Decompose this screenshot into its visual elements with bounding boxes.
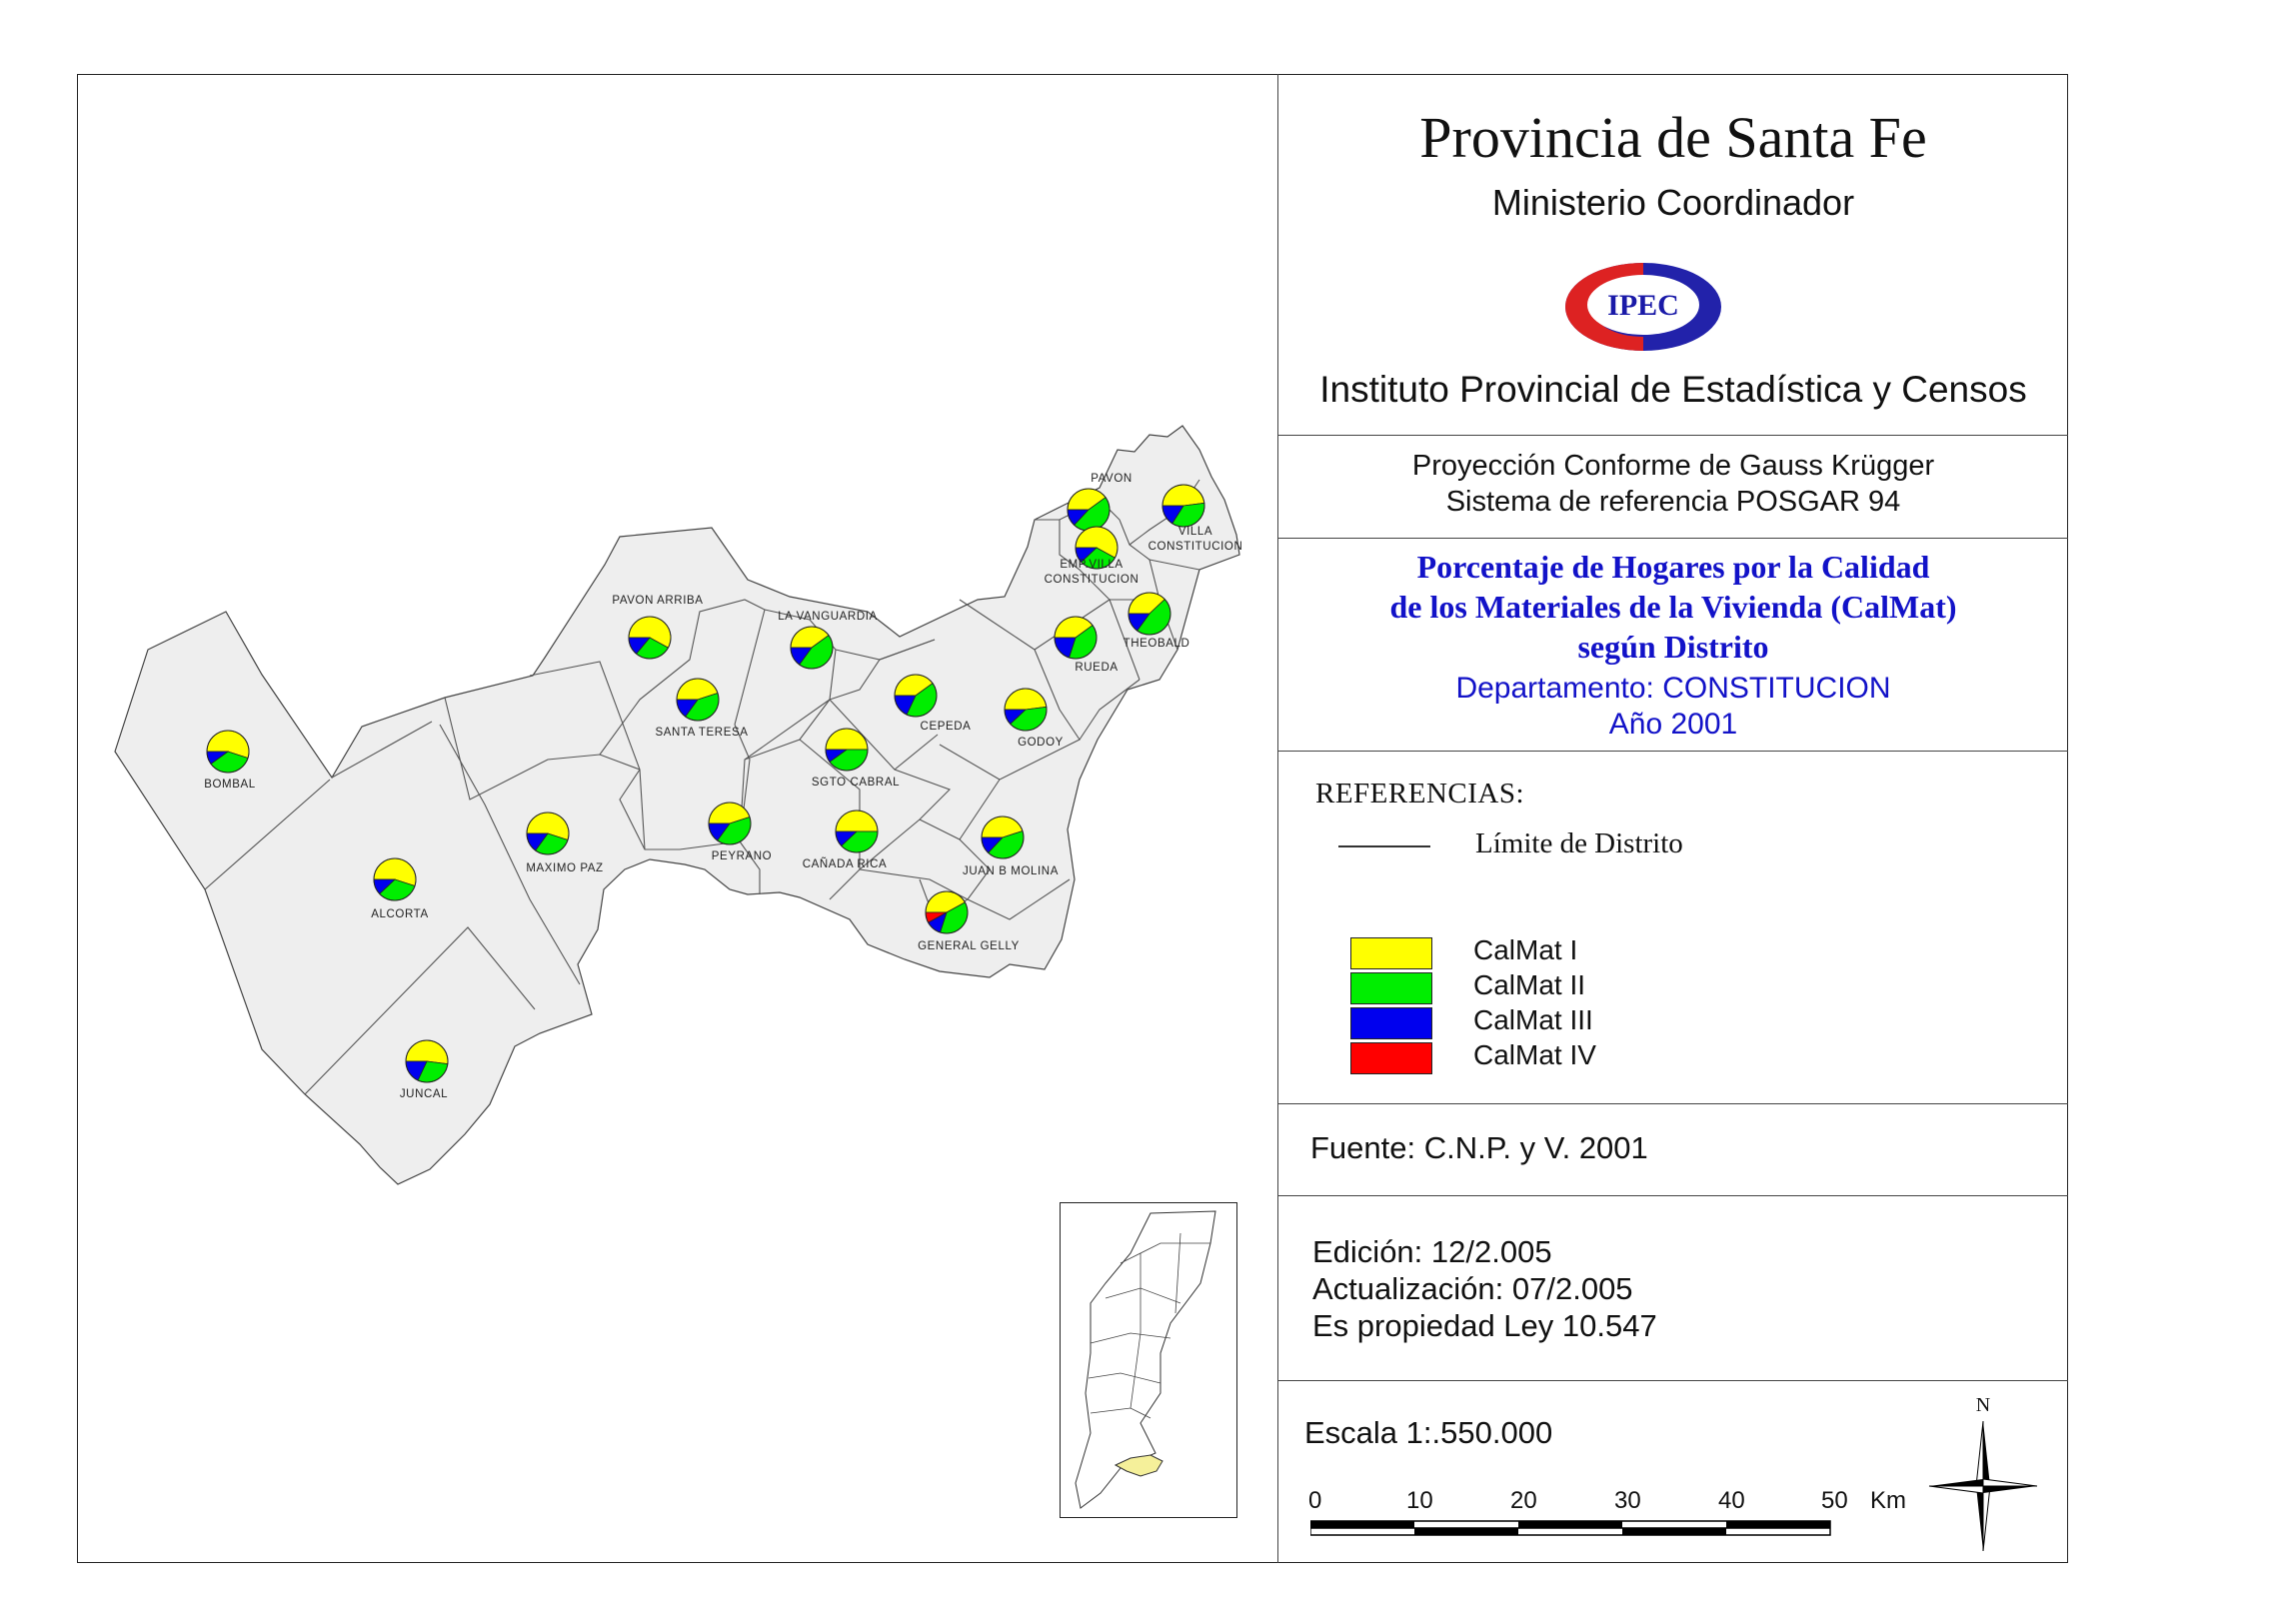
pie-theobald	[1129, 593, 1170, 635]
scale-tick-30: 30	[1614, 1487, 1641, 1514]
ipec-logo	[1563, 259, 1723, 355]
district-label: EMP.VILLA	[1060, 559, 1124, 571]
scale-bar	[1310, 1519, 1838, 1539]
pie-bombal	[207, 731, 249, 773]
district-label: PAVON ARRIBA	[612, 595, 704, 607]
logo-text: IPEC	[1607, 289, 1679, 322]
legend-label-calmat-3: CalMat III	[1473, 1004, 1593, 1035]
source-block	[1277, 1104, 2068, 1196]
projection-line2: Sistema de referencia POSGAR 94	[1445, 486, 1901, 518]
district-label: CEPEDA	[920, 721, 972, 733]
pie-sgto-cabral	[826, 729, 868, 771]
map-title-block	[1277, 539, 2068, 752]
district-label: GENERAL GELLY	[918, 940, 1020, 952]
edition-date: Edición: 12/2.005	[1312, 1234, 1552, 1269]
north-label: N	[1975, 1394, 1991, 1416]
district-label: LA VANGUARDIA	[778, 611, 878, 623]
info-panel	[1277, 74, 2068, 1563]
pie-cepeda	[895, 675, 937, 717]
projection-line1: Proyección Conforme de Gauss Krügger	[1411, 450, 1935, 482]
projection-block	[1277, 436, 2068, 539]
district-label: VILLA	[1177, 526, 1213, 538]
update-date: Actualización: 07/2.005	[1312, 1271, 1633, 1306]
legend-label-calmat-1: CalMat I	[1473, 934, 1578, 965]
property-law: Es propiedad Ley 10.547	[1312, 1308, 1657, 1343]
boundary-line-symbol	[1338, 845, 1430, 847]
year-label: Año 2001	[1608, 708, 1738, 741]
pie-peyrano	[709, 803, 751, 844]
swatch-calmat-4	[1350, 1042, 1432, 1074]
district-label: PAVON	[1091, 473, 1133, 485]
pie-pavon	[1068, 489, 1110, 531]
district-label: SGTO CABRAL	[811, 777, 901, 789]
pie-general-gelly	[926, 891, 968, 933]
scale-tick-40: 40	[1718, 1487, 1745, 1514]
province-locator	[1061, 1203, 1236, 1517]
legend-block	[1277, 752, 2068, 1104]
pie-maximo-paz	[527, 812, 569, 854]
pie-juan-b-molina	[982, 816, 1024, 858]
district-label: CONSTITUCION	[1044, 574, 1140, 586]
district-label: GODOY	[1018, 737, 1064, 749]
scale-tick-0: 0	[1308, 1487, 1322, 1514]
district-label: MAXIMO PAZ	[526, 862, 604, 874]
district-label: CONSTITUCION	[1148, 541, 1243, 553]
pie-godoy	[1005, 689, 1047, 731]
ministry-label: Ministerio Coordinador	[1491, 182, 1855, 223]
institute-name: Instituto Provincial de Estadística y Censos	[1319, 369, 2027, 410]
legend-label-calmat-2: CalMat II	[1473, 969, 1586, 1000]
pie-pavon-arriba	[629, 617, 671, 659]
district-label: BOMBAL	[204, 779, 256, 791]
pie-villa-constitucion	[1162, 485, 1204, 527]
scale-label: Escala 1:.550.000	[1304, 1415, 1553, 1450]
department-label: Departamento: CONSTITUCION	[1455, 672, 1891, 705]
district-label: PEYRANO	[711, 850, 773, 862]
north-arrow-icon	[1923, 1391, 2043, 1551]
swatch-calmat-2	[1350, 972, 1432, 1004]
map-title-line1: Porcentaje de Hogares por la Calidad	[1416, 549, 1930, 585]
district-label: JUNCAL	[399, 1088, 449, 1100]
source-label: Fuente: C.N.P. y V. 2001	[1310, 1130, 1648, 1165]
boundary-label: Límite de Distrito	[1475, 827, 1683, 859]
map-title-line2: de los Materiales de la Vivienda (CalMat)	[1389, 589, 1957, 625]
pie-rueda	[1055, 617, 1097, 659]
scale-block	[1277, 1381, 2068, 1563]
district-label: CAÑADA RICA	[802, 858, 888, 870]
pie-santa-teresa	[677, 679, 719, 721]
edition-block	[1277, 1196, 2068, 1381]
district-label: RUEDA	[1075, 662, 1119, 674]
pie-la-vanguardia	[791, 627, 833, 669]
swatch-calmat-1	[1350, 937, 1432, 969]
locator-inset-map	[1060, 1202, 1237, 1518]
district-label: ALCORTA	[371, 908, 429, 920]
header-block	[1277, 74, 2068, 436]
pie-alcorta	[374, 858, 416, 900]
scale-tick-50: 50	[1821, 1487, 1848, 1514]
legend-label-calmat-4: CalMat IV	[1473, 1039, 1596, 1070]
map-title-line3: según Distrito	[1577, 629, 1769, 665]
swatch-calmat-3	[1350, 1007, 1432, 1039]
pie-juncal	[406, 1040, 448, 1082]
department-outline	[115, 426, 1239, 1184]
scale-tick-10: 10	[1406, 1487, 1433, 1514]
district-label: THEOBALD	[1123, 638, 1190, 650]
scale-tick-20: 20	[1510, 1487, 1537, 1514]
district-label: SANTA TERESA	[655, 727, 749, 739]
scale-unit: Km	[1870, 1487, 1906, 1514]
pie-ca-ada-rica	[836, 811, 878, 852]
district-label: JUAN B MOLINA	[963, 865, 1059, 877]
legend-title: REFERENCIAS:	[1315, 778, 1525, 810]
province-title: Provincia de Santa Fe	[1419, 105, 1927, 170]
